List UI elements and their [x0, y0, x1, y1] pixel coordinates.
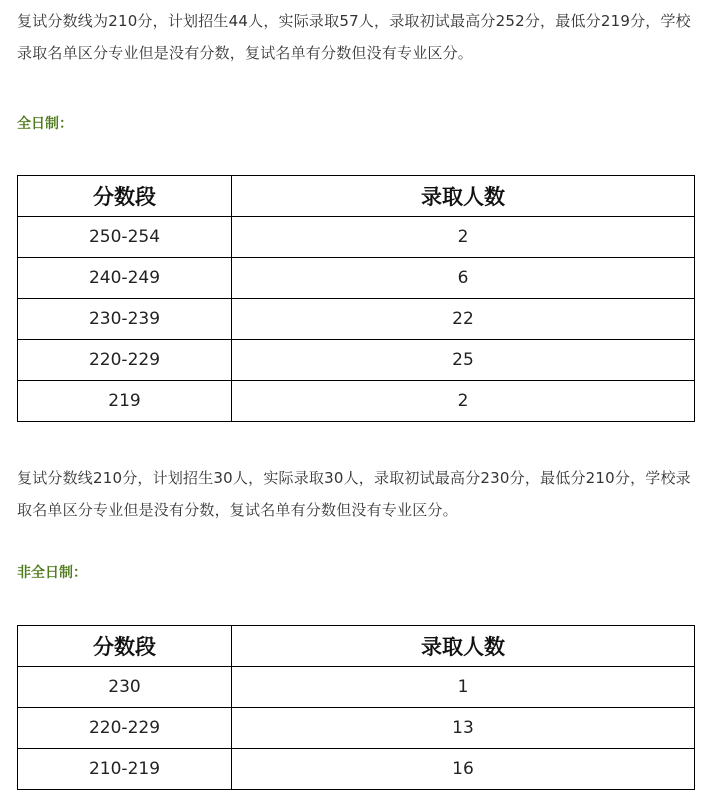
score-range-cell: 230-239	[18, 299, 232, 340]
score-range-cell: 250-254	[18, 217, 232, 258]
table-row	[18, 217, 695, 258]
score-range-cell: 220-229	[18, 708, 232, 749]
table-row	[18, 749, 695, 790]
admitted-count-cell: 6	[232, 258, 695, 299]
table-row	[18, 708, 695, 749]
column-header-score-range: 分数段	[18, 626, 232, 667]
admitted-count-cell: 13	[232, 708, 695, 749]
score-range-cell: 240-249	[18, 258, 232, 299]
admitted-count-cell: 1	[232, 667, 695, 708]
admitted-count-cell: 2	[232, 217, 695, 258]
table-row	[18, 381, 695, 422]
score-range-cell: 220-229	[18, 340, 232, 381]
admitted-count-cell: 16	[232, 749, 695, 790]
section-heading-fulltime: 全日制：	[17, 116, 73, 132]
score-table-fulltime	[17, 175, 695, 422]
table-row	[18, 667, 695, 708]
table-row	[18, 258, 695, 299]
intro-paragraph-parttime: 复试分数线210分，计划招生30人，实际录取30人，录取初试最高分230分，最低分210分，学校录取名单区分专业但是没有分数，复试名单有分数但没有专业区分。	[17, 469, 691, 519]
table-header-row	[18, 176, 695, 217]
admitted-count-cell: 22	[232, 299, 695, 340]
column-header-score-range: 分数段	[18, 176, 232, 217]
section-heading-parttime: 非全日制：	[17, 565, 87, 581]
score-range-cell: 230	[18, 667, 232, 708]
column-header-admitted-count: 录取人数	[232, 176, 695, 217]
column-header-admitted-count: 录取人数	[232, 626, 695, 667]
score-range-cell: 219	[18, 381, 232, 422]
score-range-cell: 210-219	[18, 749, 232, 790]
intro-paragraph-fulltime: 复试分数线为210分，计划招生44人，实际录取57人，录取初试最高分252分，最低分219分，学校录取名单区分专业但是没有分数，复试名单有分数但没有专业区分。	[17, 12, 691, 62]
table-header-row	[18, 626, 695, 667]
score-table-parttime	[17, 625, 695, 790]
admitted-count-cell: 2	[232, 381, 695, 422]
admitted-count-cell: 25	[232, 340, 695, 381]
table-row	[18, 299, 695, 340]
table-row	[18, 340, 695, 381]
